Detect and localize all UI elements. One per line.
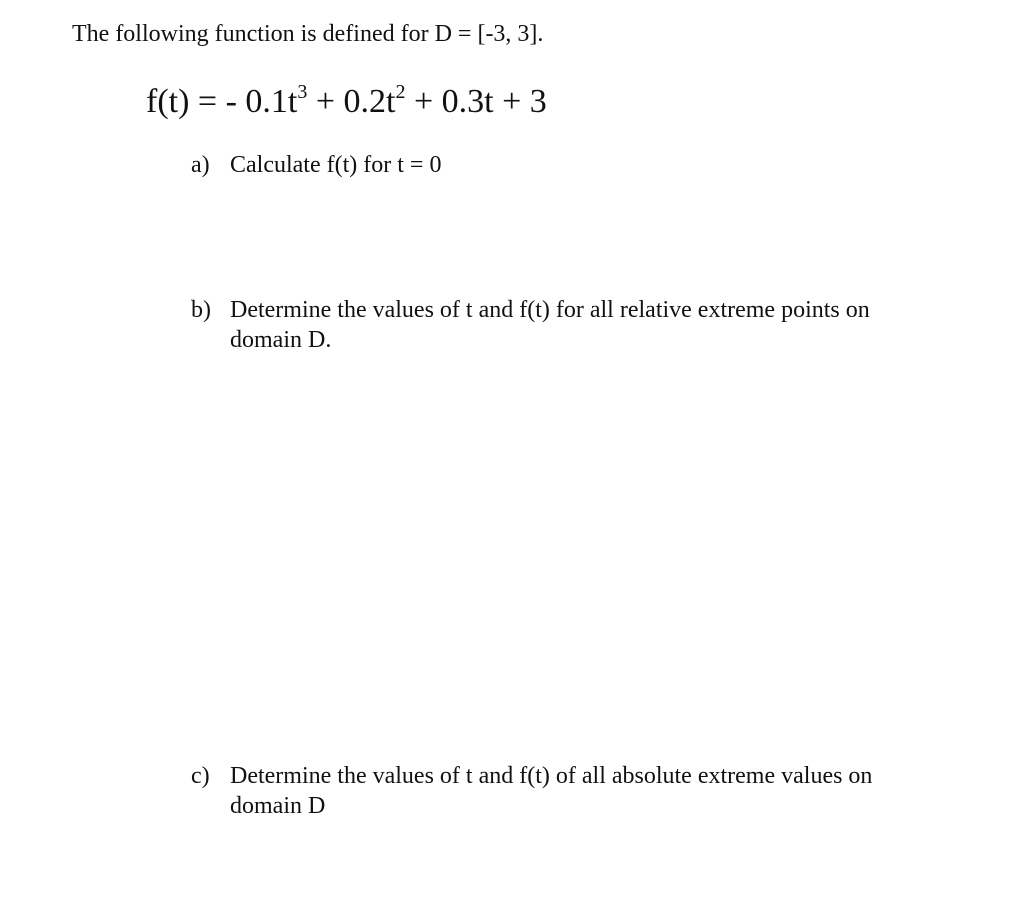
question-b-label: b): [191, 297, 211, 323]
question-c-label: c): [191, 763, 210, 789]
question-c: [191, 761, 931, 821]
question-a: [191, 150, 931, 180]
formula-exponent-cubed: 3: [297, 81, 308, 103]
problem-intro: The following function is defined for D = [-3, 3].: [72, 21, 544, 47]
question-a-label: a): [191, 152, 210, 178]
question-b: [191, 295, 931, 355]
formula-middle: + 0.2t: [307, 83, 396, 120]
function-formula: [146, 80, 547, 124]
question-a-text: Calculate f(t) for t = 0: [230, 152, 442, 178]
formula-exponent-squared: 2: [395, 81, 406, 103]
question-b-text: Determine the values of t and f(t) for all relative extreme points on domain D.: [230, 297, 870, 353]
formula-lhs: f(t) = - 0.1t: [146, 83, 298, 120]
question-c-text: Determine the values of t and f(t) of all absolute extreme values on domain D: [230, 763, 873, 819]
formula-rhs: + 0.3t + 3: [405, 83, 547, 120]
